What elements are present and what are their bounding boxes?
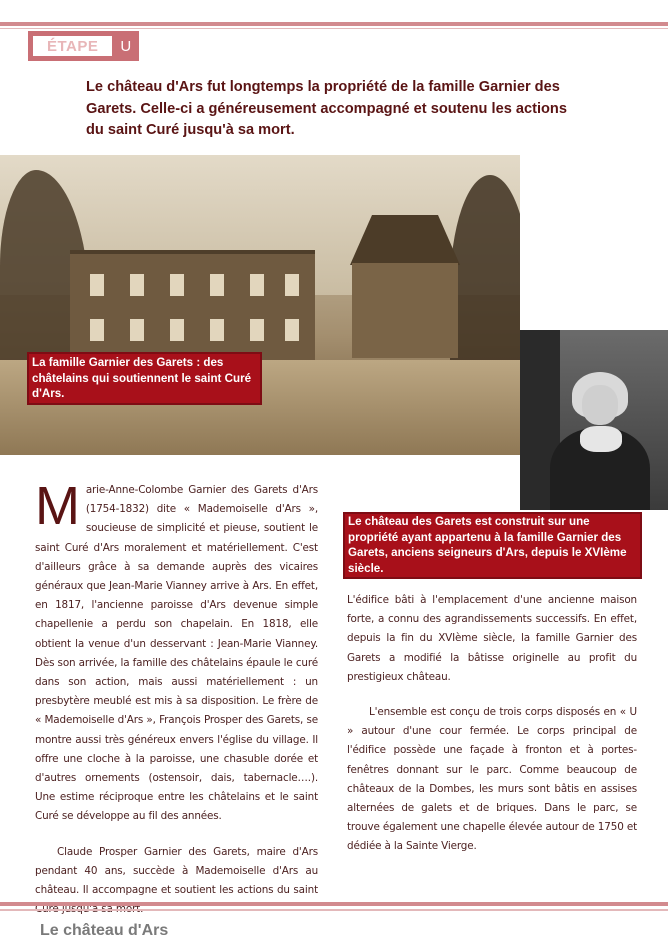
intro-text: Le château d'Ars fut longtemps la propriété de la famille Garnier des Garets. Celle-ci a généreusement accompagné et soutenu les actions du saint Curé jusqu'à sa mort. [86, 79, 567, 138]
body-left-column [35, 476, 318, 919]
body-right-paragraph-1: L'édifice bâti à l'emplacement d'une ancienne maison forte, a connu des agrandissements successifs. En effet, depuis la fin du XVIème siècle, la famille Garnier des Garets a modifié la bâtisse originelle au profit du prestigieux château. [347, 594, 637, 683]
stage-letter: U [120, 37, 132, 55]
body-right-column [347, 591, 637, 857]
top-rule-thin [0, 28, 668, 29]
stage-label: ÉTAPE [33, 36, 112, 56]
stage-badge [28, 31, 139, 61]
body-left-paragraph-2: Claude Prosper Garnier des Garets, maire d'Ars pendant 40 ans, succède à Mademoiselle d'Ars au château. Il accompagne et soutient les actions du saint [35, 845, 318, 897]
chateau-caption: La famille Garnier des Garets : des châtelains qui soutiennent le saint Curé d'Ars. [27, 352, 262, 405]
bottom-rule [0, 902, 668, 906]
portrait-face [582, 385, 618, 425]
bottom-rule-thin [0, 909, 668, 911]
chateau-photo [0, 155, 520, 455]
dropcap: M [35, 476, 80, 536]
portrait-caption: Le château des Garets est construit sur une propriété ayant appartenu à la famille Garnier des Garets, anciens seigneurs d'Ars, depuis le XVIème siècle. [343, 512, 642, 579]
top-rule [0, 22, 668, 26]
footer-title: Le château d'Ars [40, 922, 169, 939]
photo-pavilion [352, 263, 458, 358]
portrait-collar [580, 426, 622, 452]
body-right-paragraph-2: L'ensemble est conçu de trois corps disposés en « U » autour d'une cour fermée. Le corps principal de l'édifice possède une façade à fronton et à portes-fenêtres donnant sur le parc. Comme beaucoup de châteaux de la Dombes, les murs sont bâtis en assises alternées de galets et de briques. Dans le parc, se trouve également une chapelle élevée autour de 1750 et dédiée à la Sainte Vierge. [347, 706, 637, 853]
portrait-photo [520, 330, 668, 510]
body-left-paragraph-1: arie-Anne-Colombe Garnier des Garets d'Ars (1754-1832) dite « Mademoiselle d'Ars », soucieuse de simplicité et pieuse, soutient le saint Curé d'Ars moralement et matériellement. C'est d'ailleurs grâce à sa demande auprès des vicaires généraux que Jean-Marie Vianney arrive à Ars. En effet, en 1817, l'ancienne paroisse d'Ars devenue simple chapellenie a perdu son chapelain. En 1818, elle obtient la venue d'un desservant : Jean-Marie Vianney. Dès son arrivée, la famille des châtelains épaule le curé dans son action, mais aussi matériellement : un presbytère meublé est mis à sa disposition. Le frère de « Mademoiselle d'Ars », François Prosper des Garets, se montre aussi très généreux envers l'église du village. Il offre une cloche à la paroisse, une chasuble dorée et d'autres ornements (ostensoir, dais, tabernacle….). Une estime réciproque entre les châtelains et le saint Curé se développe au fil des années. [35, 484, 318, 823]
